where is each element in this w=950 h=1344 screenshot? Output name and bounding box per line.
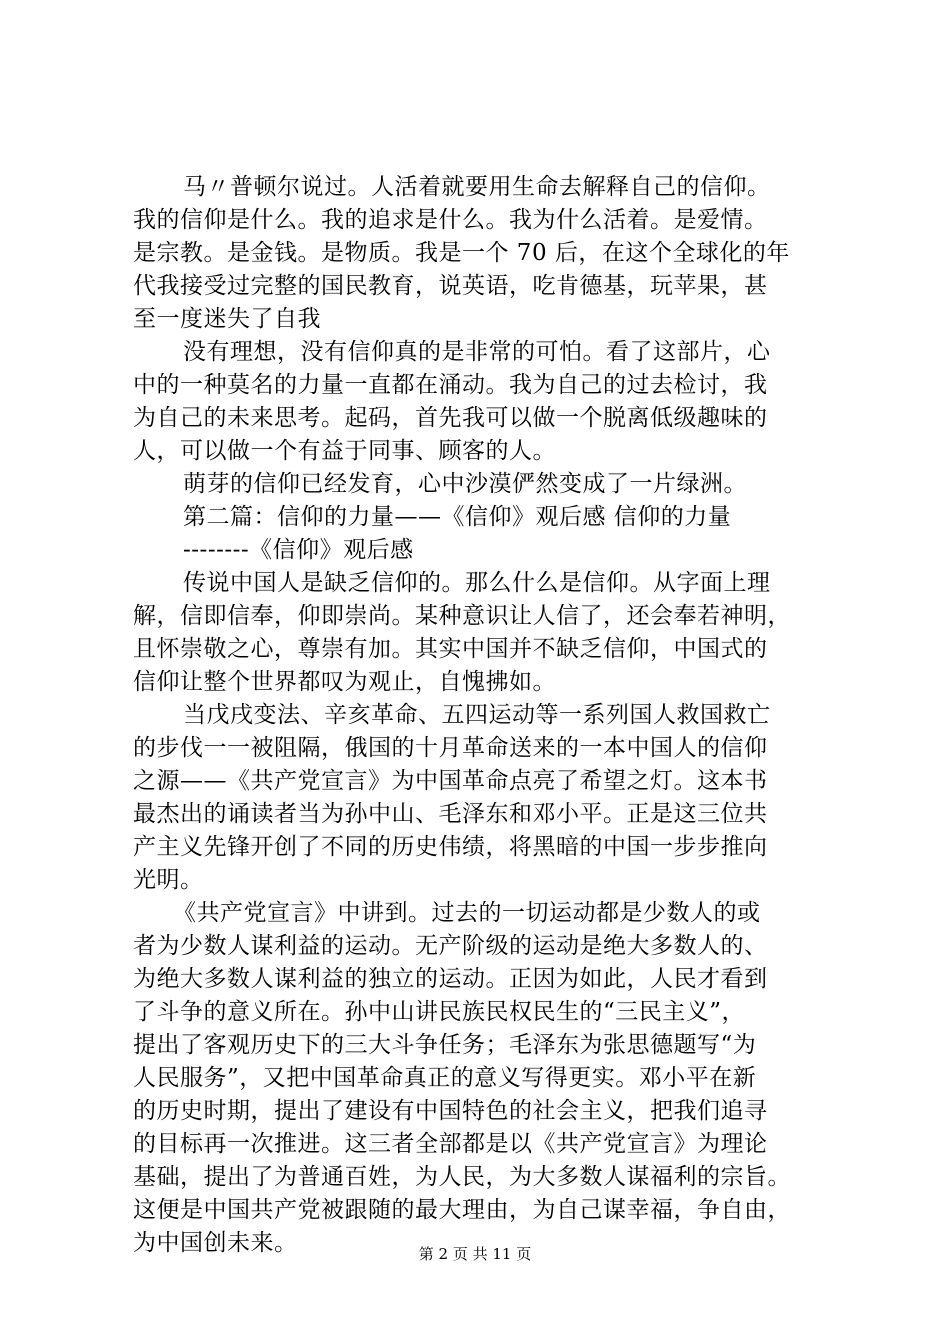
section-heading: 第二篇：信仰的力量——《信仰》观后感 信仰的力量 [183, 504, 732, 530]
text-line: 我的信仰是什么。我的追求是什么。我为什么活着。是爱情。 [133, 207, 768, 233]
text-line: 当戊戌变法、辛亥革命、五四运动等一系列国人救国救亡 [183, 702, 771, 728]
text-line: 最杰出的诵读者当为孙中山、毛泽东和邓小平。正是这三位共 [133, 801, 768, 827]
text-line: 为自己的未来思考。起码，首先我可以做一个脱离低级趣味的 [133, 405, 768, 431]
text-line: 了斗争的意义所在。孙中山讲民族民权民生的“三民主义”， [133, 999, 746, 1025]
text-line: 的步伐一一被阻隔，俄国的十月革命送来的一本中国人的信仰 [133, 735, 768, 761]
text-line: 产主义先锋开创了不同的历史伟绩，将黑暗的中国一步步推向 [133, 834, 768, 860]
text-line: 之源——《共产党宣言》为中国革命点亮了希望之灯。这本书 [133, 768, 768, 794]
text-line: 没有理想，没有信仰真的是非常的可怕。看了这部片，心 [183, 339, 771, 365]
text-line: 马〃普顿尔说过。人活着就要用生命去解释自己的信仰。 [183, 174, 771, 200]
text-line: 《共产党宣言》中讲到。过去的一切运动都是少数人的或 [173, 900, 761, 926]
page-footer [0, 1244, 950, 1264]
text-line: 为中国创未来。 [133, 1230, 298, 1256]
text-line: 的历史时期，提出了建设有中国特色的社会主义，把我们追寻 [133, 1098, 768, 1124]
text-line: 代我接受过完整的国民教育，说英语，吃肯德基，玩苹果，甚 [133, 273, 768, 299]
text-line: 中的一种莫名的力量一直都在涌动。我为自己的过去检讨，我 [133, 372, 768, 398]
text-line: 人，可以做一个有益于同事、顾客的人。 [133, 438, 556, 464]
text-line: 提出了客观历史下的三大斗争任务；毛泽东为张思德题写“为 [133, 1032, 757, 1058]
text-line: 光明。 [133, 867, 204, 893]
text-line: 信仰让整个世界都叹为观止，自愧拂如。 [133, 669, 556, 695]
text-line: 萌芽的信仰已经发育，心中沙漠俨然变成了一片绿洲。 [183, 471, 747, 497]
text-line: 解，信即信奉，仰即崇尚。某种意识让人信了，还会奉若神明， [133, 603, 791, 629]
text-line: 是宗教。是金钱。是物质。我是一个 70 后，在这个全球化的年 [133, 240, 790, 266]
text-line: 且怀崇敬之心，尊崇有加。其实中国并不缺乏信仰，中国式的 [133, 636, 768, 662]
text-line: 传说中国人是缺乏信仰的。那么什么是信仰。从字面上理 [183, 570, 771, 596]
text-line: 这便是中国共产党被跟随的最大理由，为自己谋幸福，争自由， [133, 1197, 791, 1223]
text-line: 人民服务”，又把中国革命真正的意义写得更实。邓小平在新 [133, 1065, 757, 1091]
page-number-label: 第 2 页 共 11 页 [418, 1245, 532, 1263]
text-line: 者为少数人谋利益的运动。无产阶级的运动是绝大多数人的、 [133, 933, 768, 959]
text-line: 基础，提出了为普通百姓，为人民，为大多数人谋福利的宗旨。 [133, 1164, 791, 1190]
text-line: 为绝大多数人谋利益的独立的运动。正因为如此，人民才看到 [133, 966, 768, 992]
section-subheading: --------《信仰》观后感 [183, 537, 414, 563]
text-line: 至一度迷失了自我 [133, 306, 321, 332]
text-line: 的目标再一次推进。这三者全部都是以《共产党宣言》为理论 [133, 1131, 768, 1157]
